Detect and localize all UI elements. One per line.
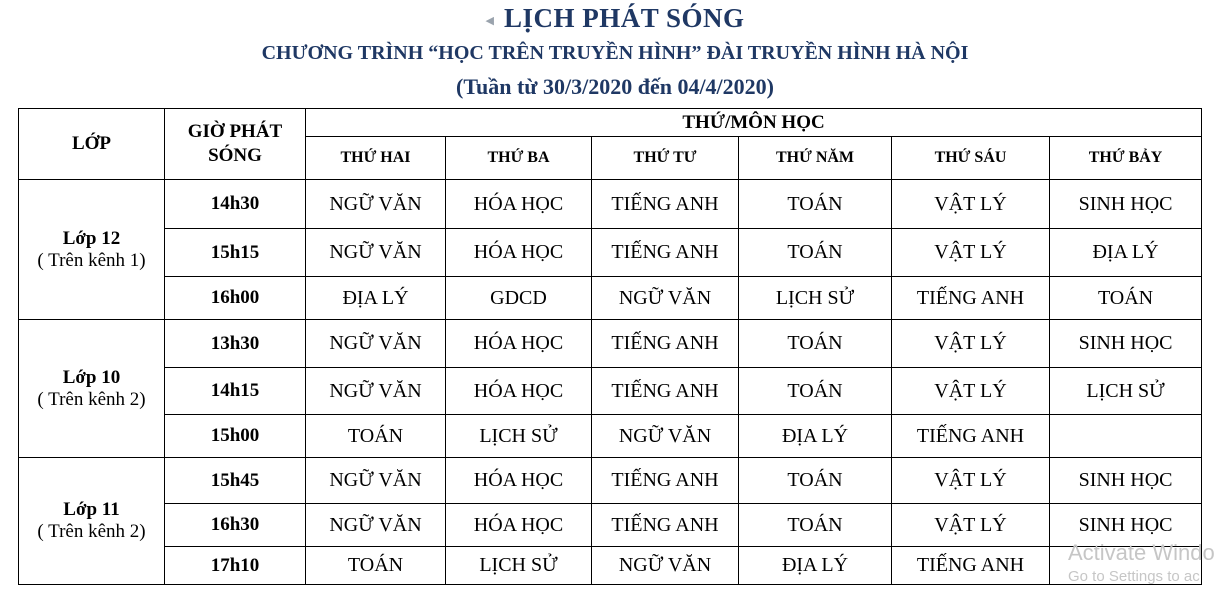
subject-cell: TIẾNG ANH <box>892 277 1050 320</box>
subject-cell: TOÁN <box>739 229 892 277</box>
subject-cell: HÓA HỌC <box>446 229 592 277</box>
header-day: THỨ HAI <box>306 137 446 180</box>
broadcast-time-cell: 14h15 <box>165 368 306 415</box>
class-name: Lớp 10 <box>62 366 121 388</box>
week-range: (Tuần từ 30/3/2020 đến 04/4/2020) <box>456 74 774 99</box>
subject-cell: SINH HỌC <box>1050 320 1202 368</box>
subject-cell: TOÁN <box>306 547 446 585</box>
subject-cell: ĐỊA LÝ <box>739 547 892 585</box>
header-day: THỨ TƯ <box>592 137 739 180</box>
subject-cell: HÓA HỌC <box>446 368 592 415</box>
subject-cell: VẬT LÝ <box>892 368 1050 415</box>
subject-cell: LỊCH SỬ <box>739 277 892 320</box>
watermark-line-1: Activate Windo <box>1068 540 1215 565</box>
table-row <box>19 368 1202 415</box>
header-day: THỨ BA <box>446 137 592 180</box>
subject-cell: NGỮ VĂN <box>306 229 446 277</box>
broadcast-time-cell: 16h00 <box>165 277 306 320</box>
table-row <box>19 180 1202 229</box>
broadcast-time-cell: 16h30 <box>165 504 306 547</box>
subject-cell: TIẾNG ANH <box>592 229 739 277</box>
subject-cell: VẬT LÝ <box>892 320 1050 368</box>
subject-cell: ĐỊA LÝ <box>739 415 892 458</box>
subject-cell: TOÁN <box>739 320 892 368</box>
subject-cell: LỊCH SỬ <box>446 547 592 585</box>
class-cell <box>19 180 165 320</box>
table-row <box>19 415 1202 458</box>
subject-cell: TOÁN <box>739 458 892 504</box>
table-row <box>19 277 1202 320</box>
subject-cell: ĐỊA LÝ <box>1050 229 1202 277</box>
class-name: Lớp 11 <box>63 499 120 520</box>
broadcast-time-cell: 17h10 <box>165 547 306 585</box>
subject-cell: TOÁN <box>1050 277 1202 320</box>
table-row <box>19 547 1202 585</box>
broadcast-time-cell: 14h30 <box>165 180 306 229</box>
subject-cell: NGỮ VĂN <box>306 320 446 368</box>
broadcast-time-cell: 13h30 <box>165 320 306 368</box>
schedule-body <box>19 180 1202 585</box>
subject-cell: TOÁN <box>739 368 892 415</box>
activation-watermark <box>1068 540 1215 588</box>
table-row <box>19 229 1202 277</box>
subject-cell: NGỮ VĂN <box>592 277 739 320</box>
header-broadcast-time: GIỜ PHÁT SÓNG <box>165 109 306 180</box>
subject-cell: TIẾNG ANH <box>592 368 739 415</box>
page-title: LỊCH PHÁT SÓNG <box>503 2 745 33</box>
subject-cell: SINH HỌC <box>1050 458 1202 504</box>
subject-cell: GDCD <box>446 277 592 320</box>
subject-cell: TOÁN <box>739 180 892 229</box>
broadcast-time-cell: 15h00 <box>165 415 306 458</box>
class-name: Lớp 12 <box>62 227 121 249</box>
watermark-line-2: Go to Settings to ac <box>1068 568 1200 585</box>
subject-cell: HÓA HỌC <box>446 458 592 504</box>
subject-cell: NGỮ VĂN <box>306 458 446 504</box>
header-day-subject: THỨ/MÔN HỌC <box>306 109 1202 137</box>
subject-cell: LỊCH SỬ <box>446 415 592 458</box>
page-subtitle: CHƯƠNG TRÌNH “HỌC TRÊN TRUYỀN HÌNH” ĐÀI TRUYỀN HÌNH HÀ NỘI <box>261 42 969 64</box>
subject-cell: NGỮ VĂN <box>306 368 446 415</box>
class-channel: ( Trên kênh 1) <box>37 249 146 271</box>
subject-cell: TOÁN <box>306 415 446 458</box>
subject-cell: TIẾNG ANH <box>892 547 1050 585</box>
subject-cell: HÓA HỌC <box>446 180 592 229</box>
broadcast-schedule-table <box>18 108 1202 585</box>
subject-cell <box>1050 415 1202 458</box>
triangle-left-icon[interactable]: ◀ <box>485 14 494 27</box>
subject-cell: SINH HỌC <box>1050 504 1202 547</box>
broadcast-time-cell: 15h15 <box>165 229 306 277</box>
table-row <box>19 504 1202 547</box>
table-row <box>19 320 1202 368</box>
subject-cell: TOÁN <box>739 504 892 547</box>
subject-cell: VẬT LÝ <box>892 504 1050 547</box>
subject-cell: HÓA HỌC <box>446 320 592 368</box>
subject-cell: VẬT LÝ <box>892 229 1050 277</box>
subject-cell: TIẾNG ANH <box>592 504 739 547</box>
title-row <box>0 2 1230 34</box>
class-cell <box>19 458 165 585</box>
header-day: THỨ NĂM <box>739 137 892 180</box>
subject-cell: TIẾNG ANH <box>892 415 1050 458</box>
subject-cell: TIẾNG ANH <box>592 320 739 368</box>
class-cell <box>19 320 165 458</box>
header-day: THỨ SÁU <box>892 137 1050 180</box>
subject-cell: NGỮ VĂN <box>306 504 446 547</box>
subject-cell: HÓA HỌC <box>446 504 592 547</box>
table-row <box>19 458 1202 504</box>
header-class: LỚP <box>19 109 165 180</box>
subject-cell: VẬT LÝ <box>892 458 1050 504</box>
subject-cell: NGỮ VĂN <box>592 547 739 585</box>
class-channel: ( Trên kênh 2) <box>37 388 146 410</box>
header-day: THỨ BẢY <box>1050 137 1202 180</box>
subject-cell: NGỮ VĂN <box>306 180 446 229</box>
subject-cell: LỊCH SỬ <box>1050 368 1202 415</box>
broadcast-time-cell: 15h45 <box>165 458 306 504</box>
class-channel: ( Trên kênh 2) <box>37 521 146 542</box>
subject-cell: TIẾNG ANH <box>592 180 739 229</box>
subject-cell: NGỮ VĂN <box>592 415 739 458</box>
subject-cell: SINH HỌC <box>1050 180 1202 229</box>
subject-cell: TIẾNG ANH <box>592 458 739 504</box>
subject-cell: ĐỊA LÝ <box>306 277 446 320</box>
subject-cell: VẬT LÝ <box>892 180 1050 229</box>
